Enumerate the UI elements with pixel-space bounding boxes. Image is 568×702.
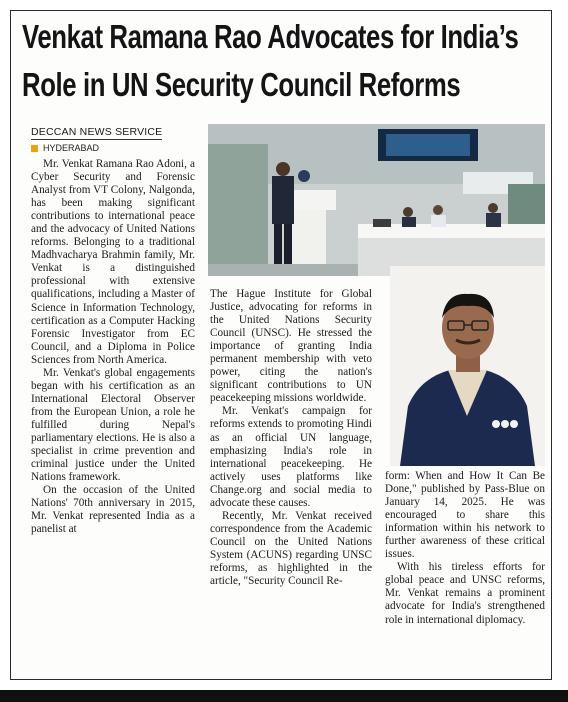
paragraph: Mr. Venkat Ramana Rao Adoni, a Cyber Security and Forensic Analyst from VT Colony, Nalgonda, has been making significant contributions to international peace and the advocacy of United Nations reforms. Belonging to a traditional Madhvacharya Brahmin family, Mr. Venkat is a distinguished professional with extensive qualifications, including a Master of Science in Information Technology, certification as a Computer Hacking Forensic Investigator from EC Council, and a Diploma in Police Sciences from North America.	[31, 158, 195, 366]
conference-panel-photo	[208, 124, 545, 276]
dateline-place: HYDERABAD	[43, 143, 100, 153]
headline-line-2: Role in UN Security Council Reforms	[22, 66, 461, 103]
article-column-3	[385, 470, 545, 678]
paragraph: On the occasion of the United Nations' 70th anniversary in 2015, Mr. Venkat represented India as a panelist at	[31, 484, 195, 536]
news-service-byline: DECCAN NEWS SERVICE	[31, 126, 163, 138]
paragraph: Recently, Mr. Venkat received correspondence from the Academic Council on the United Nations System (ACUNS) regarding UNSC reforms, as highlighted in the article, "Security Council Re-	[210, 509, 372, 588]
article-column-1	[31, 158, 195, 678]
paragraph-continued: form: When and How It Can Be Done," published by Pass-Blue on January 14, 2025. He was encouraged to share this information within his network to further awareness of these critical issues.	[385, 470, 545, 561]
dateline	[31, 143, 99, 153]
headline-line-1: Venkat Ramana Rao Advocates for India’s	[22, 18, 519, 55]
paragraph: With his tireless efforts for global peace and UNSC reforms, Mr. Venkat remains a prominent advocate for India's strengthened role in international diplomacy.	[385, 561, 545, 626]
bottom-border-bar	[0, 690, 568, 702]
portrait-photo	[390, 266, 545, 466]
portrait-illustration	[390, 266, 545, 466]
paragraph: Mr. Venkat's global engagements began with his certification as an International Electoral Observer from the European Union, a role he fulfilled during Nepal's parliamentary elections. He is also a specialist in crime prevention and criminal justice under the United Nations framework.	[31, 366, 195, 484]
paragraph-continued: The Hague Institute for Global Justice, advocating for reforms in the United Nations Security Council (UNSC). He stressed the importance of granting India permanent membership with veto power, citing the nation's significant contributions to UN peacekeeping missions worldwide.	[210, 288, 372, 405]
dateline-bullet-icon	[31, 145, 38, 152]
article-column-2	[210, 288, 372, 678]
conference-panel-illustration	[208, 124, 545, 276]
paragraph: Mr. Venkat's campaign for reforms extends to promoting Hindi as an official UN language, emphasizing India's role in international peacekeeping. He actively uses platforms like Change.org and social media to advocate these causes.	[210, 405, 372, 509]
